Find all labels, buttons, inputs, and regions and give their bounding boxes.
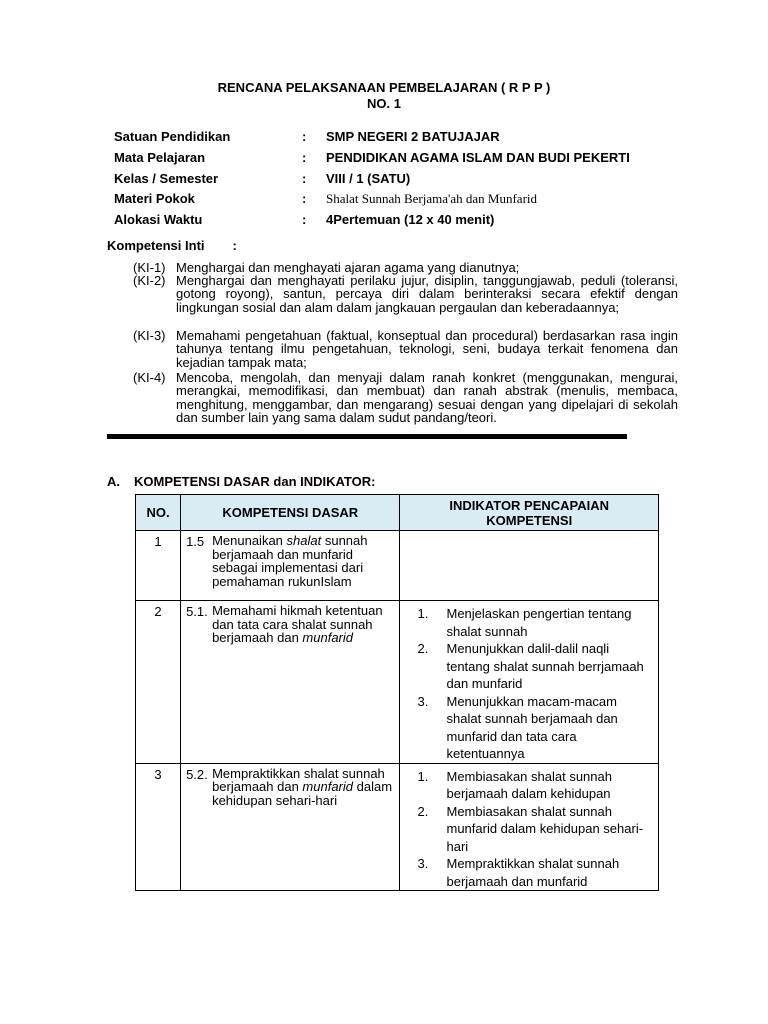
header-kompetensi-dasar: KOMPETENSI DASAR — [181, 495, 400, 531]
kd-number: 5.2. — [186, 766, 208, 782]
row-no: 3 — [136, 763, 181, 891]
meta-value: SMP NEGERI 2 BATUJAJAR — [326, 129, 500, 144]
meta-colon: : — [302, 129, 307, 144]
meta-label: Mata Pelajaran — [114, 150, 206, 165]
meta-label: Kelas / Semester — [114, 171, 219, 186]
meta-label: Satuan Pendidikan — [114, 129, 231, 144]
indicator-item — [400, 640, 658, 693]
kd-text-em: shalat — [286, 533, 322, 548]
section-a-title: KOMPETENSI DASAR dan INDIKATOR: — [134, 474, 376, 489]
ki-text: Mencoba, mengolah, dan menyaji dalam ranah konkret (menggunakan, mengurai, merangkai, memodifikasi, dan membuat) dan ranah abstrak (menulis, membaca, menghitung, menggambar, dan mengarang) sesuai dengan yang dipelajari di sekolah dan sumber lain yang sama dalam sudut pandang/teori. — [176, 370, 678, 425]
table-row — [136, 601, 659, 764]
meta-colon: : — [302, 212, 307, 227]
kompetensi-inti-heading — [107, 238, 237, 253]
indicator-text: Membiasakan shalat sunnah munfarid dalam kehidupan sehari-hari — [446, 803, 644, 854]
row-indikator — [400, 763, 659, 891]
kd-number: 5.1. — [186, 604, 208, 619]
row-kompetensi-dasar — [181, 601, 400, 764]
indicator-list — [400, 764, 658, 891]
section-divider — [107, 434, 627, 439]
meta-value: PENDIDIKAN AGAMA ISLAM DAN BUDI PEKERTI — [326, 150, 630, 165]
ki-text: Menghargai dan menghayati ajaran agama yang dianutnya; — [176, 260, 520, 275]
kd-text — [212, 764, 399, 808]
ki-code: (KI-3) — [133, 328, 166, 343]
row-no: 1 — [136, 531, 181, 601]
kd-text-post: sunnah berjamaah dan munfarid sebagai implementasi dari pemahaman rukunIslam — [212, 533, 368, 589]
ki-text: Memahami pengetahuan (faktual, konseptual dan procedural) berdasarkan rasa ingin tahunya tentang ilmu pengetahuan, teknologi, seni, budaya terkait fenomena dan kejadian tampak mata; — [176, 328, 678, 370]
kd-text — [212, 531, 399, 588]
kd-number: 1.5 — [186, 534, 205, 549]
indicator-number: 2. — [417, 641, 429, 656]
indicator-item — [400, 803, 658, 856]
row-no: 2 — [136, 601, 181, 764]
indicator-number: 1. — [417, 606, 429, 621]
indicator-text: Membiasakan shalat sunnah berjamaah dalam kehidupan — [446, 768, 612, 801]
indicator-item — [400, 605, 658, 640]
ki-code: (KI-4) — [133, 370, 166, 385]
table-row — [136, 531, 659, 601]
row-kompetensi-dasar — [181, 531, 400, 601]
ki-text: Menghargai dan menghayati perilaku jujur, disiplin, tanggungjawab, peduli (toleransi, gotong royong), santun, percaya diri dalam berinteraksi secara efektif dengan lingkungan sosial dan alam dalam jangkauan pergaulan dan keberadaannya; — [176, 273, 678, 315]
section-a-letter: A. — [107, 474, 120, 489]
document-title: RENCANA PELAKSANAAN PEMBELAJARAN ( R P P ) — [217, 80, 551, 95]
kd-text-pre: Menunaikan — [212, 533, 287, 548]
meta-colon: : — [302, 171, 307, 186]
row-indikator — [400, 601, 659, 764]
indicator-number: 3. — [417, 693, 429, 709]
kompetensi-table — [135, 494, 659, 891]
indicator-number: 1. — [417, 768, 429, 784]
indicator-text: Menunjukkan dalil-dalil naqli tentang shalat sunnah berrjamaah dan munfarid — [446, 641, 644, 691]
kd-text-em: munfarid — [302, 630, 353, 645]
meta-label: Materi Pokok — [114, 191, 195, 206]
table-row — [136, 763, 659, 891]
indicator-item — [400, 693, 658, 763]
indicator-item — [400, 855, 658, 890]
header-indikator: INDIKATOR PENCAPAIAN KOMPETENSI — [400, 495, 659, 531]
row-kompetensi-dasar — [181, 763, 400, 891]
row-indikator — [400, 531, 659, 601]
indicator-item — [400, 768, 658, 803]
indicator-text: Mempraktikkan shalat sunnah berjamaah dan munfarid — [446, 856, 620, 889]
kd-text-pre: Memahami hikmah ketentuan dan tata cara shalat sunnah berjamaah dan — [212, 603, 383, 645]
kd-text — [212, 601, 399, 645]
meta-colon: : — [302, 150, 307, 165]
meta-value: VIII / 1 (SATU) — [326, 171, 411, 186]
header-no: NO. — [136, 495, 181, 531]
kd-text-post: dalam kehidupan sehari-hari — [212, 779, 393, 808]
table-header-row — [136, 495, 659, 531]
kompetensi-inti-colon: : — [232, 238, 237, 253]
document-number: NO. 1 — [367, 96, 401, 111]
indicator-number: 2. — [417, 803, 429, 819]
indicator-number: 3. — [417, 856, 429, 871]
indicator-list — [400, 601, 658, 763]
ki-code: (KI-1) — [133, 260, 166, 275]
meta-label: Alokasi Waktu — [114, 212, 203, 227]
ki-code: (KI-2) — [133, 273, 166, 288]
indicator-text: Menjelaskan pengertian tentang shalat sunnah — [446, 606, 632, 639]
kompetensi-inti-label: Kompetensi Inti — [107, 238, 205, 253]
meta-value: 4Pertemuan (12 x 40 menit) — [326, 212, 495, 227]
kd-text-pre: Mempraktikkan shalat sunnah berjamaah dan — [212, 765, 385, 794]
meta-value: Shalat Sunnah Berjama'ah dan Munfarid — [326, 191, 538, 206]
indicator-text: Menunjukkan macam-macam shalat sunnah berjamaah dan munfarid dan tata cara ketentuannya — [446, 693, 618, 761]
section-a-heading — [107, 474, 375, 489]
kd-text-em: munfarid — [302, 779, 353, 794]
meta-colon: : — [302, 191, 307, 206]
